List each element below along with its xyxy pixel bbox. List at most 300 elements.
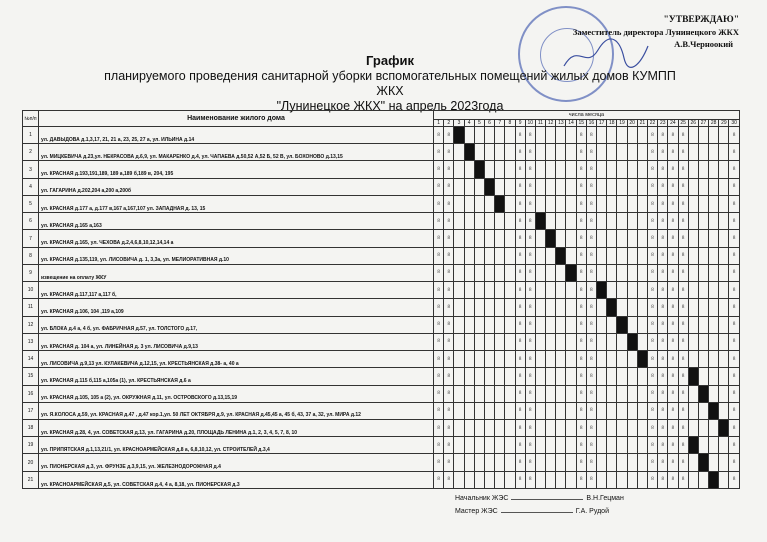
day-cell xyxy=(719,299,729,316)
table-row xyxy=(23,419,740,436)
day-cell xyxy=(505,333,515,350)
day-cell-mark: 8 xyxy=(434,471,444,488)
day-cell-mark: 8 xyxy=(515,247,525,264)
day-cell xyxy=(535,178,545,195)
day-cell xyxy=(454,161,464,178)
day-cell-mark: 8 xyxy=(586,264,596,281)
day-cell-mark: 8 xyxy=(434,161,444,178)
day-cell-mark: 8 xyxy=(515,419,525,436)
day-cell-mark: 8 xyxy=(586,144,596,161)
day-cell-mark: 8 xyxy=(729,144,739,161)
day-cell xyxy=(719,161,729,178)
day-cell-mark: 8 xyxy=(647,471,657,488)
day-cell-scheduled xyxy=(484,178,494,195)
day-cell xyxy=(474,195,484,212)
day-cell-mark: 8 xyxy=(515,230,525,247)
day-cell xyxy=(617,419,627,436)
day-cell xyxy=(698,402,708,419)
day-header: 13 xyxy=(556,120,566,127)
day-cell-mark: 8 xyxy=(434,247,444,264)
table-row xyxy=(23,471,740,488)
day-cell xyxy=(607,316,617,333)
day-cell-mark: 8 xyxy=(647,144,657,161)
day-cell xyxy=(709,351,719,368)
day-cell-mark: 8 xyxy=(729,437,739,454)
day-cell xyxy=(454,351,464,368)
day-cell-mark: 8 xyxy=(668,385,678,402)
day-cell xyxy=(464,368,474,385)
day-cell xyxy=(505,419,515,436)
chief-label: Начальник ЖЭС xyxy=(455,495,509,502)
row-address: ул. МИЦКЕВИЧА д.23,ул. НЕКРАСОВА д.6,9, ул. МАКАРЕНКО д.4, ул. ЧАПАЕВА д.50,52 А,52 Б, 52 В, ул. БОХОНОВО д.13,15 xyxy=(39,144,434,161)
day-cell xyxy=(627,437,637,454)
day-cell xyxy=(556,316,566,333)
day-cell xyxy=(454,230,464,247)
day-cell xyxy=(546,385,556,402)
day-cell xyxy=(556,368,566,385)
day-cell xyxy=(505,437,515,454)
day-cell-scheduled xyxy=(709,471,719,488)
day-cell-mark: 8 xyxy=(729,454,739,471)
chief-name: В.Н.Гецман xyxy=(586,495,624,502)
day-cell-scheduled xyxy=(474,161,484,178)
day-cell xyxy=(627,144,637,161)
day-cell-scheduled xyxy=(627,333,637,350)
day-cell xyxy=(474,368,484,385)
approval-position: Заместитель директора Лунинецкого ЖКХ xyxy=(572,27,739,37)
day-cell-mark: 8 xyxy=(586,178,596,195)
day-cell-mark: 8 xyxy=(444,419,454,436)
day-cell xyxy=(709,368,719,385)
day-header: 9 xyxy=(515,120,525,127)
day-cell xyxy=(627,368,637,385)
day-cell xyxy=(566,178,576,195)
day-cell-mark: 8 xyxy=(658,471,668,488)
day-cell xyxy=(505,316,515,333)
day-cell xyxy=(546,471,556,488)
day-cell-mark: 8 xyxy=(668,454,678,471)
day-cell xyxy=(505,161,515,178)
day-cell xyxy=(637,471,647,488)
day-cell xyxy=(597,419,607,436)
day-cell xyxy=(566,454,576,471)
day-cell xyxy=(454,299,464,316)
schedule-table xyxy=(22,110,740,489)
day-cell xyxy=(688,161,698,178)
day-cell xyxy=(617,454,627,471)
day-cell-mark: 8 xyxy=(586,213,596,230)
column-header-name: Наименование жилого дома xyxy=(39,111,434,127)
day-cell xyxy=(556,437,566,454)
day-cell xyxy=(698,195,708,212)
day-cell xyxy=(495,299,505,316)
day-cell xyxy=(627,385,637,402)
day-cell xyxy=(484,454,494,471)
day-cell xyxy=(474,333,484,350)
day-cell-mark: 8 xyxy=(729,368,739,385)
day-cell-mark: 8 xyxy=(444,264,454,281)
day-cell-scheduled xyxy=(566,264,576,281)
day-cell-mark: 8 xyxy=(586,471,596,488)
day-cell xyxy=(454,368,464,385)
day-cell xyxy=(484,299,494,316)
day-cell-mark: 8 xyxy=(586,127,596,144)
day-cell-mark: 8 xyxy=(515,471,525,488)
day-cell xyxy=(709,316,719,333)
day-cell-mark: 8 xyxy=(515,437,525,454)
day-cell xyxy=(566,213,576,230)
day-cell xyxy=(637,144,647,161)
day-cell xyxy=(535,368,545,385)
table-row xyxy=(23,144,740,161)
day-cell xyxy=(709,333,719,350)
day-cell xyxy=(688,402,698,419)
day-cell-mark: 8 xyxy=(434,264,444,281)
day-cell-scheduled xyxy=(556,247,566,264)
day-cell-mark: 8 xyxy=(444,316,454,333)
day-cell xyxy=(474,316,484,333)
day-cell xyxy=(454,333,464,350)
day-cell-mark: 8 xyxy=(658,127,668,144)
day-cell xyxy=(688,264,698,281)
day-cell xyxy=(484,144,494,161)
day-cell xyxy=(637,402,647,419)
day-cell xyxy=(556,161,566,178)
day-cell xyxy=(535,437,545,454)
day-cell-mark: 8 xyxy=(515,402,525,419)
day-cell xyxy=(698,161,708,178)
day-cell xyxy=(535,144,545,161)
day-cell-scheduled xyxy=(546,230,556,247)
day-cell-mark: 8 xyxy=(678,127,688,144)
day-cell-mark: 8 xyxy=(729,195,739,212)
day-cell xyxy=(627,127,637,144)
day-cell xyxy=(698,351,708,368)
day-cell xyxy=(637,247,647,264)
day-cell xyxy=(637,333,647,350)
day-cell xyxy=(607,385,617,402)
day-cell-mark: 8 xyxy=(647,213,657,230)
day-cell xyxy=(688,213,698,230)
day-cell xyxy=(709,247,719,264)
day-cell xyxy=(566,351,576,368)
row-number: 15 xyxy=(23,368,39,385)
day-cell xyxy=(688,178,698,195)
row-address: ул. ПИОНЕРСКАЯ д.3, ул. ФРУНЗЕ д.3,9,15, ул. ЖЕЛЕЗНОДОРОЖНАЯ д.4 xyxy=(39,454,434,471)
day-cell xyxy=(484,213,494,230)
day-cell-mark: 8 xyxy=(586,437,596,454)
day-cell xyxy=(556,195,566,212)
day-cell-scheduled xyxy=(535,213,545,230)
day-cell-mark: 8 xyxy=(515,316,525,333)
day-cell xyxy=(688,144,698,161)
day-cell xyxy=(505,368,515,385)
row-address: ул. КРАСНАЯ д.165, ул. ЧЕХОВА д.2,4,6,8,10,12,14,14 а xyxy=(39,230,434,247)
document-title xyxy=(90,53,690,114)
day-cell xyxy=(566,299,576,316)
day-cell-mark: 8 xyxy=(586,195,596,212)
day-cell-mark: 8 xyxy=(678,247,688,264)
day-cell xyxy=(566,127,576,144)
day-cell xyxy=(617,437,627,454)
day-cell xyxy=(464,213,474,230)
day-cell xyxy=(546,351,556,368)
day-cell xyxy=(597,213,607,230)
day-header: 28 xyxy=(709,120,719,127)
day-cell-scheduled xyxy=(464,144,474,161)
day-cell-mark: 8 xyxy=(576,213,586,230)
day-cell xyxy=(505,178,515,195)
day-cell-mark: 8 xyxy=(515,368,525,385)
table-row xyxy=(23,333,740,350)
day-cell xyxy=(495,402,505,419)
day-cell-mark: 8 xyxy=(525,419,535,436)
day-cell xyxy=(495,333,505,350)
day-cell-mark: 8 xyxy=(444,195,454,212)
day-cell-mark: 8 xyxy=(668,127,678,144)
day-cell xyxy=(495,454,505,471)
day-cell xyxy=(535,471,545,488)
day-cell-mark: 8 xyxy=(668,195,678,212)
day-cell-mark: 8 xyxy=(525,178,535,195)
day-cell xyxy=(566,316,576,333)
day-cell-mark: 8 xyxy=(515,454,525,471)
day-cell xyxy=(474,437,484,454)
table-row xyxy=(23,264,740,281)
day-cell-mark: 8 xyxy=(515,144,525,161)
day-cell-mark: 8 xyxy=(668,213,678,230)
day-cell xyxy=(556,230,566,247)
row-address: ул. КРАСНАЯ д.193,191,189, 189 а,189 б,189 в, 204, 195 xyxy=(39,161,434,178)
day-header: 15 xyxy=(576,120,586,127)
day-cell xyxy=(597,368,607,385)
day-cell-mark: 8 xyxy=(668,247,678,264)
day-cell xyxy=(556,333,566,350)
day-cell xyxy=(627,471,637,488)
row-number: 18 xyxy=(23,419,39,436)
day-cell-mark: 8 xyxy=(729,264,739,281)
day-cell xyxy=(484,161,494,178)
day-cell-mark: 8 xyxy=(444,402,454,419)
day-cell xyxy=(566,368,576,385)
day-cell-mark: 8 xyxy=(525,402,535,419)
day-cell xyxy=(566,419,576,436)
day-cell xyxy=(556,264,566,281)
day-cell xyxy=(719,471,729,488)
day-cell-mark: 8 xyxy=(658,264,668,281)
day-cell-mark: 8 xyxy=(658,282,668,299)
day-cell xyxy=(566,144,576,161)
day-cell-mark: 8 xyxy=(444,299,454,316)
day-cell xyxy=(535,351,545,368)
day-cell-mark: 8 xyxy=(586,333,596,350)
day-cell-mark: 8 xyxy=(668,299,678,316)
row-number: 19 xyxy=(23,437,39,454)
day-cell-mark: 8 xyxy=(525,264,535,281)
day-cell-mark: 8 xyxy=(658,247,668,264)
day-cell xyxy=(556,144,566,161)
day-cell xyxy=(709,282,719,299)
day-cell xyxy=(556,282,566,299)
row-address: ул. ДАВЫДОВА д.1,3,17, 21, 21 а, 23, 25, 27 а, ул. ИЛЬИНА д.14 xyxy=(39,127,434,144)
day-cell xyxy=(556,402,566,419)
column-header-days: числа месяца xyxy=(434,111,740,120)
day-header: 20 xyxy=(627,120,637,127)
day-cell-mark: 8 xyxy=(525,299,535,316)
day-cell-mark: 8 xyxy=(444,351,454,368)
day-cell-scheduled xyxy=(495,195,505,212)
day-cell xyxy=(637,316,647,333)
day-cell xyxy=(617,402,627,419)
day-cell-mark: 8 xyxy=(729,247,739,264)
day-cell-mark: 8 xyxy=(525,127,535,144)
day-cell-mark: 8 xyxy=(586,385,596,402)
day-cell xyxy=(698,282,708,299)
day-cell xyxy=(546,195,556,212)
day-cell-mark: 8 xyxy=(515,333,525,350)
day-cell xyxy=(597,351,607,368)
day-cell xyxy=(709,127,719,144)
day-cell xyxy=(495,247,505,264)
day-cell xyxy=(505,230,515,247)
day-cell-mark: 8 xyxy=(668,471,678,488)
day-cell-mark: 8 xyxy=(586,351,596,368)
day-cell xyxy=(535,264,545,281)
row-number: 5 xyxy=(23,195,39,212)
day-cell xyxy=(607,213,617,230)
day-cell-mark: 8 xyxy=(444,454,454,471)
day-cell xyxy=(617,385,627,402)
day-cell xyxy=(546,402,556,419)
table-row xyxy=(23,213,740,230)
table-row xyxy=(23,195,740,212)
day-cell xyxy=(566,161,576,178)
day-cell xyxy=(607,264,617,281)
day-cell-scheduled xyxy=(688,437,698,454)
day-cell xyxy=(535,385,545,402)
day-cell-scheduled xyxy=(698,454,708,471)
table-row xyxy=(23,351,740,368)
day-cell xyxy=(474,127,484,144)
day-cell xyxy=(474,385,484,402)
day-cell-mark: 8 xyxy=(525,282,535,299)
day-cell xyxy=(617,144,627,161)
day-cell xyxy=(719,195,729,212)
day-cell-mark: 8 xyxy=(434,385,444,402)
day-cell xyxy=(627,282,637,299)
day-cell xyxy=(607,419,617,436)
day-cell xyxy=(495,368,505,385)
day-header: 26 xyxy=(688,120,698,127)
day-cell xyxy=(495,351,505,368)
row-number: 11 xyxy=(23,299,39,316)
day-cell xyxy=(688,299,698,316)
day-cell xyxy=(505,264,515,281)
day-cell-mark: 8 xyxy=(668,333,678,350)
day-cell xyxy=(535,333,545,350)
row-number: 17 xyxy=(23,402,39,419)
day-cell xyxy=(464,402,474,419)
day-cell-mark: 8 xyxy=(729,161,739,178)
day-cell-mark: 8 xyxy=(586,316,596,333)
day-cell-mark: 8 xyxy=(525,144,535,161)
day-cell xyxy=(698,264,708,281)
day-cell xyxy=(719,454,729,471)
day-cell xyxy=(474,282,484,299)
day-cell-mark: 8 xyxy=(647,282,657,299)
day-cell-mark: 8 xyxy=(444,178,454,195)
day-cell xyxy=(474,144,484,161)
day-cell-mark: 8 xyxy=(434,230,444,247)
approval-title: "УТВЕРЖДАЮ" xyxy=(663,15,739,25)
day-header: 11 xyxy=(535,120,545,127)
day-cell xyxy=(474,230,484,247)
day-cell xyxy=(454,195,464,212)
day-cell xyxy=(637,264,647,281)
day-header: 30 xyxy=(729,120,739,127)
day-cell xyxy=(688,471,698,488)
signature-line xyxy=(501,512,573,513)
day-cell-mark: 8 xyxy=(434,454,444,471)
day-cell-mark: 8 xyxy=(647,437,657,454)
table-row xyxy=(23,178,740,195)
day-cell xyxy=(709,299,719,316)
day-cell xyxy=(546,144,556,161)
day-cell xyxy=(556,454,566,471)
day-cell xyxy=(597,333,607,350)
day-cell-mark: 8 xyxy=(525,368,535,385)
day-cell xyxy=(495,471,505,488)
day-cell xyxy=(627,402,637,419)
day-cell-mark: 8 xyxy=(647,385,657,402)
day-cell xyxy=(698,247,708,264)
day-cell xyxy=(637,282,647,299)
row-number: 3 xyxy=(23,161,39,178)
day-cell-mark: 8 xyxy=(576,454,586,471)
day-cell xyxy=(484,402,494,419)
row-number: 21 xyxy=(23,471,39,488)
day-cell-mark: 8 xyxy=(525,454,535,471)
day-cell-scheduled xyxy=(709,402,719,419)
day-cell xyxy=(535,195,545,212)
day-cell xyxy=(709,230,719,247)
day-cell-mark: 8 xyxy=(434,127,444,144)
day-header: 2 xyxy=(444,120,454,127)
day-cell-mark: 8 xyxy=(658,351,668,368)
day-cell-mark: 8 xyxy=(668,230,678,247)
day-cell xyxy=(495,316,505,333)
day-cell xyxy=(719,127,729,144)
row-address: ул. КРАСНАЯ д.177 а, д.177 в,167 а,167,107 ул. ЗАПАДНАЯ д. 13, 15 xyxy=(39,195,434,212)
day-cell xyxy=(688,195,698,212)
day-cell xyxy=(454,385,464,402)
day-header: 7 xyxy=(495,120,505,127)
day-cell-mark: 8 xyxy=(434,333,444,350)
day-cell-mark: 8 xyxy=(678,195,688,212)
day-cell-mark: 8 xyxy=(678,385,688,402)
day-cell xyxy=(505,195,515,212)
day-cell xyxy=(464,333,474,350)
day-cell-mark: 8 xyxy=(444,247,454,264)
day-cell xyxy=(546,282,556,299)
day-cell xyxy=(597,127,607,144)
day-cell-mark: 8 xyxy=(444,368,454,385)
day-cell-mark: 8 xyxy=(668,402,678,419)
day-cell-mark: 8 xyxy=(658,454,668,471)
day-cell xyxy=(688,419,698,436)
day-cell xyxy=(454,282,464,299)
day-cell xyxy=(546,178,556,195)
